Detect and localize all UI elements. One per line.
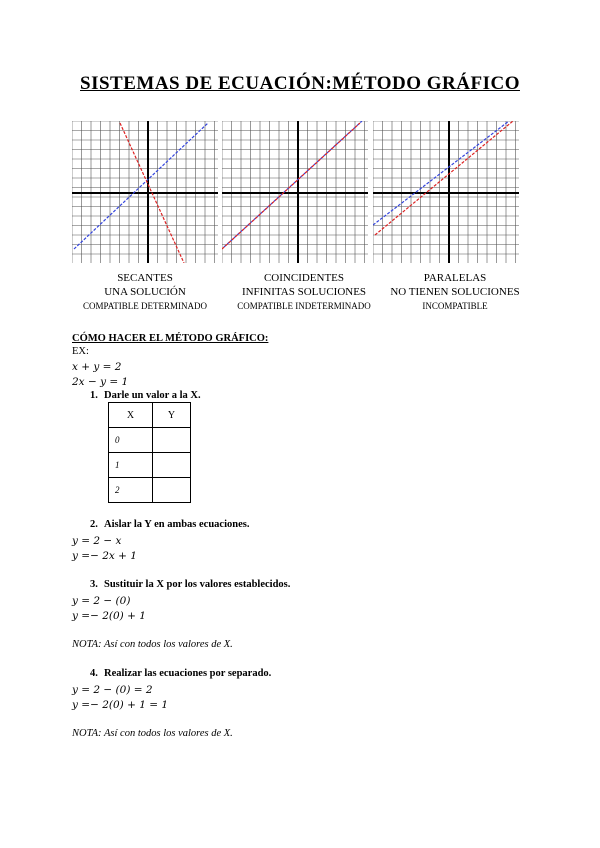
table-header-x: X [109, 403, 153, 428]
step-2 [90, 519, 249, 530]
caption-title: COINCIDENTES [263, 272, 345, 284]
xy-table [108, 402, 191, 503]
table-cell-y [153, 428, 191, 453]
step-number: 1. [90, 390, 98, 401]
caption-type: INCOMPATIBLE [422, 301, 488, 311]
table-cell-x: 0 [109, 428, 153, 453]
step-text: Aislar la Y en ambas ecuaciones. [104, 519, 250, 530]
caption-type: COMPATIBLE DETERMINADO [83, 301, 207, 311]
caption-solutions: INFINITAS SOLUCIONES [241, 286, 367, 298]
step2-equation-1: y = 2 − x [72, 535, 122, 547]
step-3 [90, 579, 290, 590]
step4-equation-2: y =− 2(0) + 1 = 1 [72, 699, 169, 711]
graph-secantes [72, 121, 218, 263]
graph-coincidentes-svg [222, 121, 368, 263]
table-row [109, 453, 191, 478]
step-number: 2. [90, 519, 98, 530]
graph-coincidentes [222, 121, 368, 263]
step-number: 3. [90, 579, 98, 590]
step4-equation-1: y = 2 − (0) = 2 [72, 684, 153, 696]
step-text: Darle un valor a la X. [104, 390, 201, 401]
graph-paralelas-svg [373, 121, 519, 263]
step3-equation-1: y = 2 − (0) [72, 595, 131, 607]
caption-title: SECANTES [117, 272, 173, 284]
section-title: CÓMO HACER EL MÉTODO GRÁFICO: [72, 333, 269, 344]
caption-secantes [70, 271, 220, 313]
step2-equation-2: y =− 2x + 1 [72, 550, 137, 562]
equation-1: x + y = 2 [72, 361, 122, 373]
graph-paralelas [373, 121, 519, 263]
caption-solutions: NO TIENEN SOLUCIONES [390, 286, 520, 298]
table-cell-x: 2 [109, 478, 153, 503]
step3-equation-2: y =− 2(0) + 1 [72, 610, 146, 622]
caption-coincidentes [229, 271, 379, 313]
step-number: 4. [90, 668, 98, 679]
step-4 [90, 668, 271, 679]
step-text: Sustituir la X por los valores establecidos. [104, 579, 291, 590]
table-cell-y [153, 453, 191, 478]
note-2: NOTA: Así con todos los valores de X. [72, 728, 233, 739]
step-1 [90, 390, 201, 401]
table-row [109, 428, 191, 453]
table-header-y: Y [153, 403, 191, 428]
note-1: NOTA: Así con todos los valores de X. [72, 639, 233, 650]
caption-paralelas [380, 271, 530, 313]
graph-secantes-svg [72, 121, 218, 263]
caption-solutions: UNA SOLUCIÓN [104, 286, 186, 298]
table-cell-y [153, 478, 191, 503]
step-text: Realizar las ecuaciones por separado. [104, 668, 272, 679]
table-cell-x: 1 [109, 453, 153, 478]
example-label: EX: [72, 346, 89, 357]
table-header-row [109, 403, 191, 428]
page-title: SISTEMAS DE ECUACIÓN:MÉTODO GRÁFICO [80, 73, 520, 94]
caption-type: COMPATIBLE INDETERMINADO [237, 301, 371, 311]
equation-2: 2x − y = 1 [72, 376, 129, 388]
caption-title: PARALELAS [423, 272, 487, 284]
table-row [109, 478, 191, 503]
